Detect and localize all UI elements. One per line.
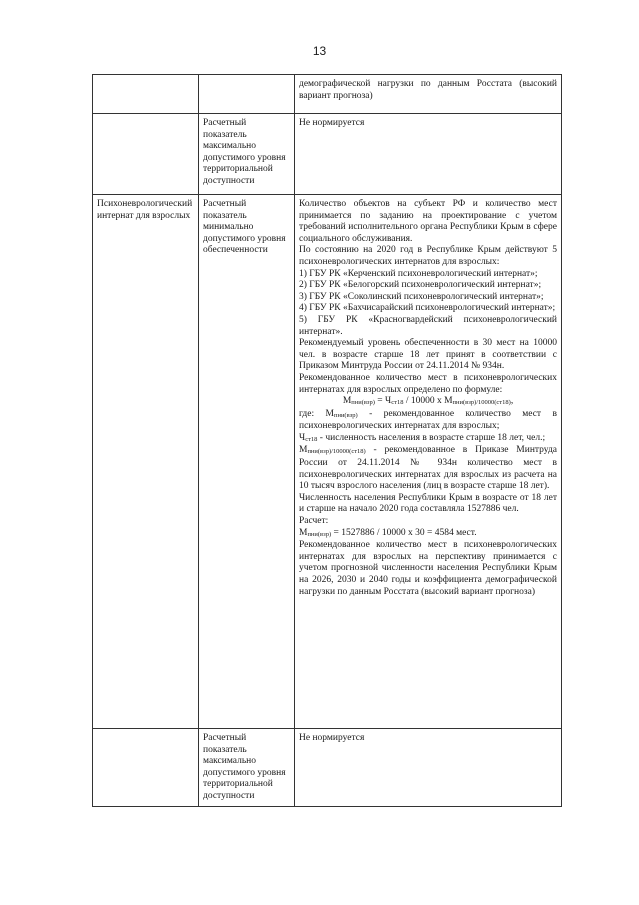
standards-table xyxy=(92,74,562,807)
paragraph: Рекомендованное количество мест в психоневрологических интернатах для взрослых на перспективу принимается с учетом прогнозной численности населения Республики Крым на 2026, 2030 и 2040 годы и коэффициента демографической нагрузки по данным Росстата (высокий вариант прогноза) xyxy=(299,540,557,597)
definition: Мпни(взр)/10000(ст18) - рекомендованное в Приказе Минтруда России от 24.11.2014 № 934н количество мест в психоневрологических интернатах для взрослых из расчета на 10 тысяч взрослого населения (лиц в возрасте старше 18 лет). xyxy=(299,445,557,492)
table-row xyxy=(93,195,562,729)
value-cell: Не нормируется xyxy=(295,114,562,195)
value-cell: Не нормируется xyxy=(295,729,562,807)
facility-cell xyxy=(93,729,199,807)
list-item: 5) ГБУ РК «Красногвардейский психоневрологический интернат». xyxy=(299,314,557,337)
list-item: 2) ГБУ РК «Белогорский психоневрологический интернат»; xyxy=(299,280,542,291)
value-cell: демографической нагрузки по данным Росстата (высокий вариант прогноза) xyxy=(295,75,562,114)
list-item: 4) ГБУ РК «Бахчисарайский психоневрологический интернат»; xyxy=(299,303,556,314)
indicator-cell: Расчетный показатель максимально допустимого уровня территориальной доступности xyxy=(199,114,295,195)
table-row xyxy=(93,729,562,807)
indicator-cell: Расчетный показатель минимально допустимого уровня обеспеченности xyxy=(199,195,295,729)
table-row xyxy=(93,75,562,114)
list-item: 3) ГБУ РК «Соколинский психоневрологический интернат»; xyxy=(299,291,544,302)
paragraph: Количество объектов на субъект РФ и количество мест принимается по заданию на проектирование с учетом требований исполнительного органа Республики Крым в сфере социального обслуживания. xyxy=(299,199,557,244)
page-number: 13 xyxy=(312,44,327,58)
definition: Чст18 - численность населения в возрасте старше 18 лет, чел.; xyxy=(299,432,546,443)
definition: где: Мпни(взр) - рекомендованное количество мест в психоневрологических интернатах для взрослых; xyxy=(299,408,557,432)
facility-cell xyxy=(93,75,199,114)
formula: Мпни(взр) = Чст18 / 10000 х Мпни(взр)/10000(ст18), xyxy=(342,396,514,407)
paragraph: Численность населения Республики Крым в возрасте от 18 лет и старше на начало 2020 года составляла 1527886 чел. xyxy=(299,492,557,515)
list-item: 1) ГБУ РК «Керченский психоневрологический интернат»; xyxy=(299,268,538,279)
paragraph: По состоянию на 2020 год в Республике Крым действуют 5 психоневрологических интернатов для взрослых: xyxy=(299,245,557,267)
facility-cell xyxy=(93,114,199,195)
paragraph: Рекомендуемый уровень обеспеченности в 30 мест на 10000 чел. в возрасте старше 18 лет принят в соответствии с Приказом Минтруда России от 24.11.2014 № 934н. xyxy=(299,338,557,372)
indicator-cell: Расчетный показатель максимально допустимого уровня территориальной доступности xyxy=(199,729,295,807)
facility-cell: Психоневрологический интернат для взрослых xyxy=(93,195,199,729)
calc-result: Мпни(взр) = 1527886 / 10000 х 30 = 4584 мест. xyxy=(299,527,477,538)
indicator-cell xyxy=(199,75,295,114)
table-row xyxy=(93,114,562,195)
calc-label: Расчет: xyxy=(299,516,329,527)
paragraph: Рекомендованное количество мест в психоневрологических интернатах для взрослых определено по формуле: xyxy=(299,372,557,395)
value-cell xyxy=(295,195,562,729)
